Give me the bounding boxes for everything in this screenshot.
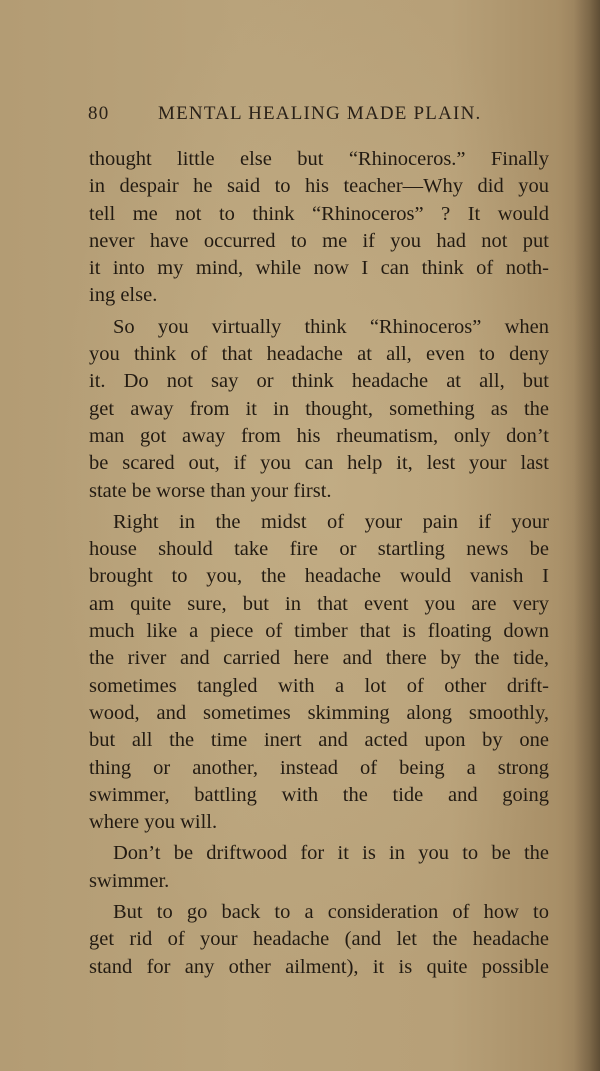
text-line: where you will. [89,811,218,834]
text-line: But to go back to a consideration of how to [113,901,549,924]
text-line: brought to you, the headache would vanish I [89,565,549,588]
text-line: get rid of your headache (and let the headache [89,928,549,951]
page-number: 80 [88,103,110,124]
text-line: thing or another, instead of being a strong [89,756,549,779]
text-line: you think of that headache at all, even to deny [89,343,549,366]
text-line: swimmer. [89,869,170,892]
text-line: the river and carried here and there by the tide, [89,647,549,670]
text-line: thought little else but “Rhinoceros.” Finally [89,148,549,170]
text-line: So you virtually think “Rhinoceros” when [113,315,549,338]
text-line: ing else. [89,284,158,307]
text-line: Don’t be driftwood for it is in you to be the [113,842,549,865]
text-line: house should take fire or startling news be [89,538,549,561]
text-line: never have occurred to me if you had not put [89,229,549,252]
text-line: am quite sure, but in that event you are very [89,592,549,615]
text-line: swimmer, battling with the tide and going [89,783,549,806]
text-line: but all the time inert and acted upon by one [89,729,549,752]
text-line: Right in the midst of your pain if your [113,510,549,533]
paragraph-4 [89,840,549,895]
text-line: be scared out, if you can help it, lest your last [89,452,549,475]
body-text [89,146,549,985]
paragraph-3 [89,509,549,837]
paragraph-1 [89,146,549,310]
text-line: tell me not to think “Rhinoceros” ? It would [89,202,549,225]
text-line: in despair he said to his teacher—Why did you [89,175,549,198]
running-head [88,103,548,131]
text-line: man got away from his rheumatism, only don’t [89,424,549,447]
text-line: it. Do not say or think headache at all, but [89,370,549,393]
text-line: it into my mind, while now I can think of noth- [89,257,549,280]
page-edge-shadow [574,0,600,1071]
text-line: wood, and sometimes skimming along smoothly, [89,701,549,724]
running-title: MENTAL HEALING MADE PLAIN. [158,103,482,124]
paragraph-2 [89,314,549,505]
text-line: stand for any other ailment), it is quite possible [89,955,549,978]
text-line: sometimes tangled with a lot of other drift- [89,674,549,697]
text-line: state be worse than your first. [89,479,332,502]
text-line: much like a piece of timber that is floating down [89,620,549,643]
text-line: get away from it in thought, something as the [89,397,549,420]
paragraph-5 [89,899,549,981]
